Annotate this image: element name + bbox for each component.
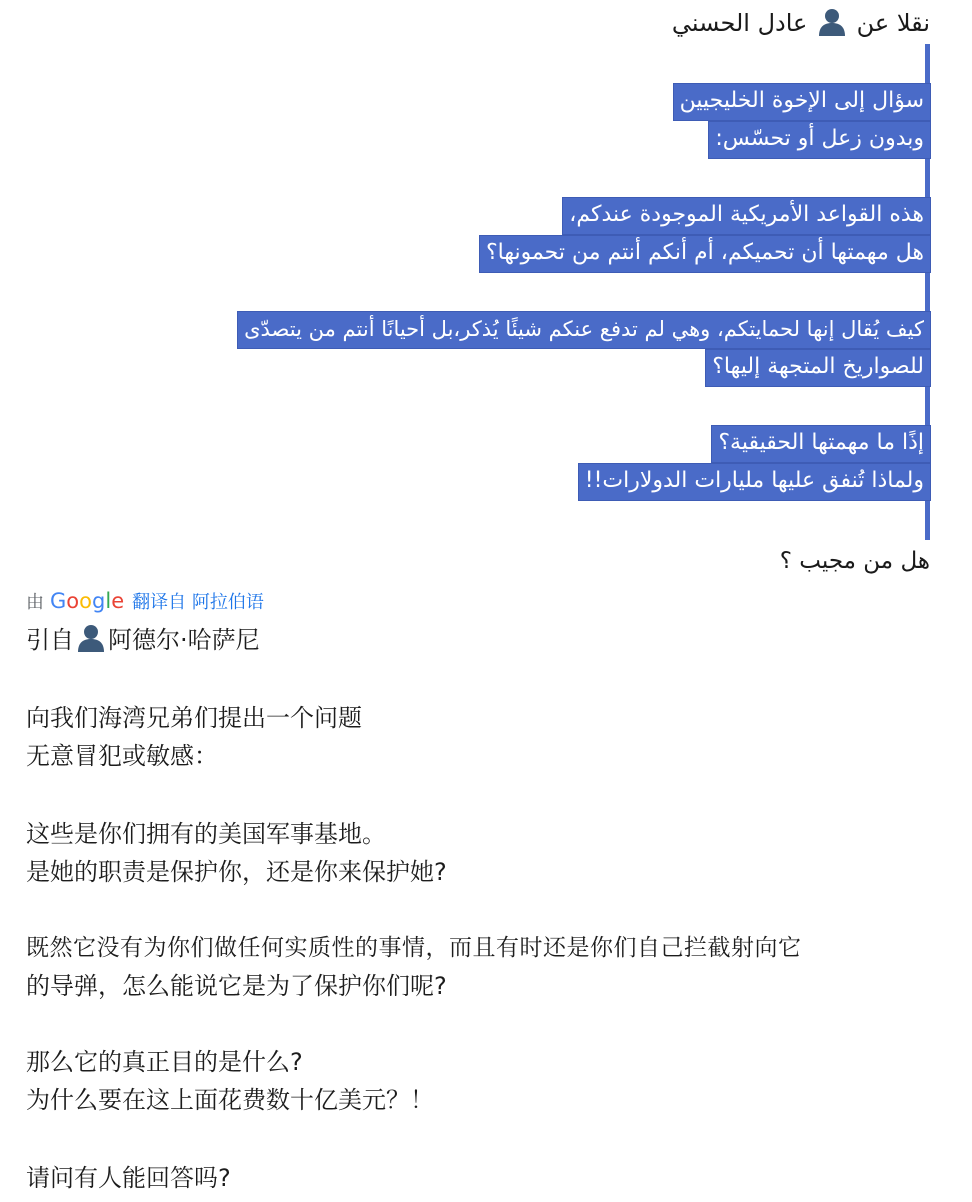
arabic-line-4: هل مهمتها أن تحميكم، أم أنكم أنتم من تحمونها؟ [480, 236, 930, 272]
google-logo-letter: G [50, 589, 67, 613]
chinese-line-9: 请问有人能回答吗? [26, 1164, 231, 1192]
arabic-line-8: ولماذا تُنفق عليها مليارات الدولارات!! [579, 464, 930, 500]
person-silhouette-icon [76, 624, 106, 652]
arabic-line-7: إذًا ما مهمتها الحقيقية؟ [712, 426, 930, 462]
chinese-line-3: 这些是你们拥有的美国军事基地。 [26, 820, 386, 848]
arabic-quote-name: عادل الحسني [671, 9, 808, 37]
chinese-quote-prefix: 引自 [26, 626, 74, 654]
google-logo-letter: e [111, 589, 125, 613]
translated-from-link[interactable]: 翻译自 阿拉伯语 [132, 592, 264, 613]
arabic-quote-header [672, 8, 930, 38]
google-logo-letter: g [92, 589, 106, 613]
chinese-line-2: 无意冒犯或敏感： [26, 742, 218, 770]
chinese-quote-name: 阿德尔·哈萨尼 [108, 626, 260, 654]
arabic-line-1: سؤال إلى الإخوة الخليجيين [674, 84, 930, 120]
arabic-line-2: وبدون زعل أو تحسّس: [709, 122, 930, 158]
google-logo-letter: o [66, 589, 80, 613]
chinese-quote-header [26, 624, 260, 656]
person-silhouette-icon [817, 8, 847, 36]
arabic-closing-question: هل من مجيب ؟ [779, 548, 930, 574]
chinese-line-4: 是她的职责是保护你，还是你来保护她? [26, 858, 447, 886]
google-logo-letter: o [79, 589, 92, 613]
chinese-line-5: 既然它没有为你们做任何实质性的事情，而且有时还是你们自己拦截射向它 [26, 935, 802, 961]
google-logo [50, 589, 124, 613]
arabic-line-6: للصواريخ المتجهة إليها؟ [706, 350, 930, 386]
chinese-line-8: 为什么要在这上面花费数十亿美元？！ [26, 1086, 434, 1114]
chinese-line-7: 那么它的真正目的是什么? [26, 1048, 303, 1076]
arabic-line-5: كيف يُقال إنها لحمايتكم، وهي لم تدفع عنكم شيئًا يُذكر،بل أحيانًا أنتم من يتصدّى [238, 312, 930, 348]
chinese-line-1: 向我们海湾兄弟们提出一个问题 [26, 704, 362, 732]
arabic-line-3: هذه القواعد الأمريكية الموجودة عندكم، [563, 198, 930, 234]
google-logo-letter: l [105, 589, 112, 613]
translation-by-label: 由 [26, 592, 44, 613]
translation-attribution [26, 588, 264, 616]
arabic-quote-prefix: نقلا عن [856, 9, 930, 37]
chinese-line-6: 的导弹，怎么能说它是为了保护你们呢? [26, 972, 447, 1000]
